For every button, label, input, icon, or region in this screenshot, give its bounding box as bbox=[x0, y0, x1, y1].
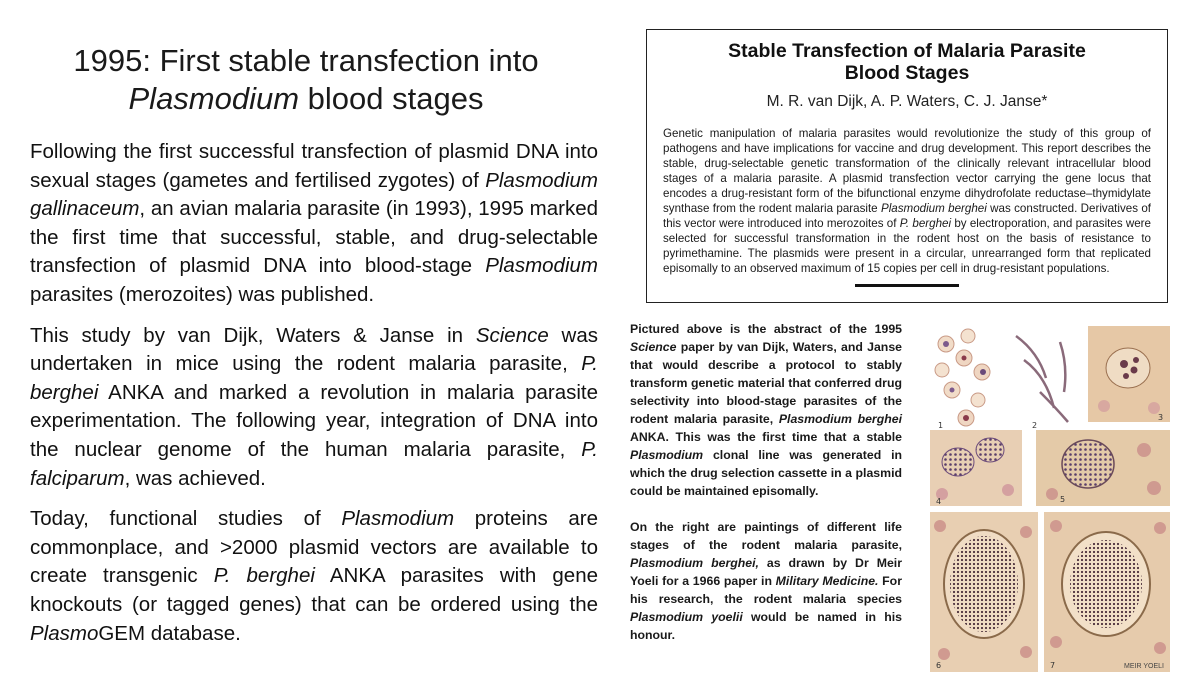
text-run: Genetic manipulation of malaria parasites would revolutionize the study of this group of pathogens and have implications for vaccine and drug development. This report describes the stable, drug-selectable genetic transformation of the clinically relevant intracellular blood stages of a malaria parasite. A plasmid transfection vector carrying the gene locus that encodes a drug-resistant form of the bifunctional enzyme dihydrofolate reductase–thymidylate synthase from the rodent malaria parasite bbox=[663, 127, 1151, 215]
plate-6-painting bbox=[930, 512, 1038, 672]
italic-text-run: Plasmodium bbox=[630, 448, 704, 462]
italic-text-run: Plasmo bbox=[30, 621, 99, 645]
text-run: GEM database. bbox=[98, 621, 241, 645]
italic-text-run: Plasmodium berghei, bbox=[630, 556, 759, 570]
main-text bbox=[30, 138, 598, 660]
text-run: as drawn by Dr Meir Yoeli for a 1966 paper in bbox=[630, 556, 902, 588]
text-run: paper by van Dijk, Waters, and Janse that would describe a protocol to stably transform genetic material that conferred drug selectivity into blood-stage parasites of the rodent malaria parasite, bbox=[630, 340, 902, 426]
italic-text-run: P. berghei bbox=[899, 217, 952, 230]
italic-text-run: Plasmodium bbox=[485, 254, 598, 278]
italic-text-run: Science bbox=[475, 323, 549, 347]
italic-text-run: Plasmodium gallinaceum bbox=[30, 168, 598, 221]
abstract-end-rule bbox=[855, 284, 959, 287]
text-run: Following the first successful transfection of plasmid DNA into sexual stages (gametes and fertilised zygotes) of bbox=[30, 140, 598, 192]
text-run: , was achieved. bbox=[124, 466, 266, 490]
text-run: On the right are paintings of different life stages of the rodent malaria parasite, bbox=[630, 520, 902, 552]
plate-number-5: 5 bbox=[1060, 495, 1066, 504]
italic-text-run: Plasmodium berghei bbox=[880, 202, 987, 215]
text-run: by electroporation, and parasites were selected for successful transformation in the rodent host on the basis of resistance to pyrimethamine. The plasmids were present in a circular, unrearranged form that replicated episomally to an observed maximum of 15 copies per cell in drug-resistant populations. bbox=[663, 217, 1151, 275]
text-run: ANKA and marked a revolution in malaria parasite experimentation. The following year, integration of DNA into the nuclear genome of the human malaria parasite, bbox=[30, 380, 598, 461]
abstract-title-line-2: Blood Stages bbox=[844, 62, 970, 84]
text-run: ANKA. This was the first time that a stable bbox=[630, 430, 902, 444]
main-paragraph-2 bbox=[30, 322, 598, 494]
plate-7-painting bbox=[1044, 512, 1170, 672]
caption-paragraph-2 bbox=[630, 518, 902, 644]
text-run: Pictured above is the abstract of the 1995 bbox=[630, 322, 902, 336]
italic-text-run: P. falciparum bbox=[30, 437, 598, 490]
plate-number-2: 2 bbox=[1032, 421, 1038, 430]
abstract-authors: M. R. van Dijk, A. P. Waters, C. J. Janse* bbox=[766, 93, 1048, 110]
parasite-paintings bbox=[928, 322, 1172, 674]
caption-paragraph-1 bbox=[630, 320, 902, 500]
text-run: was constructed. Derivatives of this vector were introduced into merozoites of bbox=[663, 202, 1152, 230]
text-run: proteins are commonplace, and >2000 plasmid vectors are available to create transgenic bbox=[30, 507, 599, 588]
italic-text-run: P. berghei bbox=[213, 564, 315, 588]
text-run: Today, functional studies of bbox=[30, 507, 342, 531]
plate-5-painting bbox=[1036, 430, 1170, 506]
plate-3-painting bbox=[1088, 326, 1170, 422]
plate-number-7: 7 bbox=[1050, 661, 1056, 670]
slide-title bbox=[30, 42, 582, 118]
text-run: parasites (merozoites) was published. bbox=[30, 282, 375, 306]
title-line-2 bbox=[30, 80, 582, 118]
plate-4-painting bbox=[930, 430, 1022, 506]
text-run: clonal line was generated in which the drug selection cassette in a plasmid could be maintained episomally. bbox=[630, 448, 902, 498]
title-line-1: 1995: First stable transfection into bbox=[73, 43, 539, 78]
plate-number-1: 1 bbox=[938, 421, 944, 430]
text-run: would be named in his honour. bbox=[630, 610, 902, 642]
italic-text-run: Military Medicine. bbox=[775, 574, 879, 588]
text-run: was undertaken in mice using the rodent malaria parasite, bbox=[30, 323, 599, 376]
abstract-title-line-1: Stable Transfection of Malaria Parasite bbox=[728, 40, 1086, 62]
abstract-title bbox=[663, 40, 1151, 84]
plate-number-3: 3 bbox=[1158, 413, 1164, 422]
title-line-2-rest: blood stages bbox=[299, 81, 484, 116]
italic-text-run: Plasmodium bbox=[341, 507, 455, 531]
plate-1-painting bbox=[935, 329, 990, 430]
abstract-body bbox=[663, 126, 1151, 276]
caption bbox=[630, 320, 902, 662]
title-italic-plasmodium: Plasmodium bbox=[128, 81, 300, 116]
text-run: For his research, the rodent malaria species bbox=[630, 574, 902, 606]
italic-text-run: Plasmodium berghei bbox=[778, 412, 902, 426]
abstract-box bbox=[646, 29, 1168, 303]
italic-text-run: Plasmodium yoelii bbox=[630, 610, 743, 624]
italic-text-run: Science bbox=[630, 340, 677, 354]
text-run: This study by van Dijk, Waters & Janse in bbox=[30, 323, 476, 347]
text-run: ANKA parasites with gene knockouts (or tagged genes) that can be ordered using the bbox=[30, 564, 599, 616]
plate-number-4: 4 bbox=[936, 497, 942, 506]
main-paragraph-1 bbox=[30, 138, 598, 310]
plate-number-6: 6 bbox=[936, 661, 942, 670]
text-run: , an avian malaria parasite (in 1993), 1995 marked the first time that successful, stable, and drug-selectable transfection of plasmid DNA into blood-stage bbox=[30, 197, 598, 278]
italic-text-run: P. berghei bbox=[30, 352, 598, 404]
main-paragraph-3 bbox=[30, 505, 598, 648]
plate-2-painting bbox=[1016, 336, 1068, 430]
painting-signature: MEIR YOELI bbox=[1124, 663, 1164, 670]
